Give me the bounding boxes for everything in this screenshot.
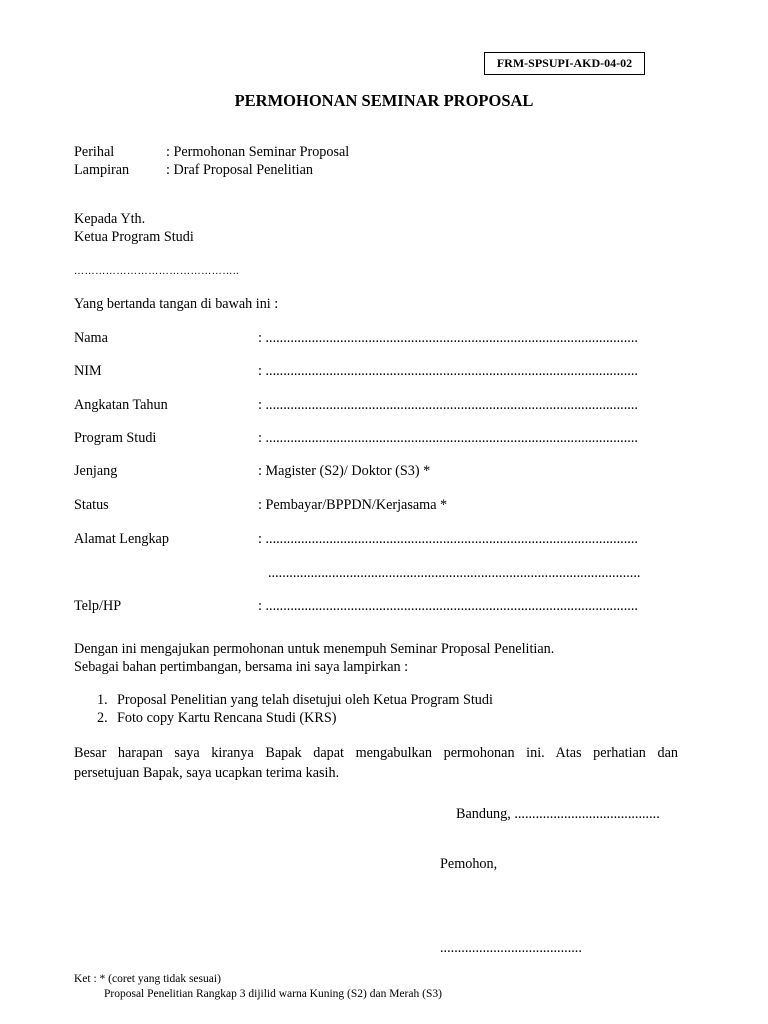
closing-paragraph bbox=[74, 743, 678, 783]
closing-line1: Besar harapan saya kiranya Bapak dapat mengabulkan permohonan ini. Atas perhatian dan bbox=[74, 745, 678, 761]
field-label-nama: Nama bbox=[74, 330, 108, 346]
field-label-alamat: Alamat Lengkap bbox=[74, 531, 169, 547]
attachment-text: Foto copy Kartu Rencana Studi (KRS) bbox=[117, 710, 337, 726]
field-value-nim: : ......................................................................................................... bbox=[258, 363, 638, 379]
signature-line: ........................................ bbox=[440, 940, 582, 956]
addressee-line2: Ketua Program Studi bbox=[74, 229, 194, 245]
applicant-label: Pemohon, bbox=[440, 856, 498, 872]
attachment-text: Proposal Penelitian yang telah disetujui oleh Ketua Program Studi bbox=[117, 692, 493, 708]
field-label-jenjang: Jenjang bbox=[74, 463, 118, 479]
field-value-alamat-cont: ......................................................................................................... bbox=[268, 565, 641, 581]
field-value-alamat: : ......................................................................................................... bbox=[258, 531, 638, 547]
attachment-number: 1. bbox=[97, 692, 108, 708]
attachment-item bbox=[97, 692, 493, 709]
addressee-line3: ……………………………………….. bbox=[74, 266, 240, 277]
addressee-line1: Kepada Yth. bbox=[74, 211, 146, 227]
intro-text: Yang bertanda tangan di bawah ini : bbox=[74, 296, 279, 312]
field-value-angkatan: : ......................................................................................................... bbox=[258, 397, 638, 413]
perihal-value: : Permohonan Seminar Proposal bbox=[166, 144, 350, 160]
lampiran-label: Lampiran bbox=[74, 162, 130, 178]
closing-line2: persetujuan Bapak, saya ucapkan terima kasih. bbox=[74, 765, 340, 781]
document-title: PERMOHONAN SEMINAR PROPOSAL bbox=[234, 91, 534, 110]
field-value-jenjang: : Magister (S2)/ Doktor (S3) * bbox=[258, 463, 431, 479]
field-label-angkatan: Angkatan Tahun bbox=[74, 397, 168, 413]
field-value-telp: : ......................................................................................................... bbox=[258, 598, 638, 614]
request-paragraph-line1: Dengan ini mengajukan permohonan untuk menempuh Seminar Proposal Penelitian. bbox=[74, 641, 555, 657]
footer-note2: Proposal Penelitian Rangkap 3 dijilid warna Kuning (S2) dan Merah (S3) bbox=[104, 988, 442, 1000]
field-value-status: : Pembayar/BPPDN/Kerjasama * bbox=[258, 497, 448, 513]
field-label-status: Status bbox=[74, 497, 109, 513]
request-paragraph-line2: Sebagai bahan pertimbangan, bersama ini saya lampirkan : bbox=[74, 659, 409, 675]
field-label-prodi: Program Studi bbox=[74, 430, 157, 446]
footer-note1: Ket : * (coret yang tidak sesuai) bbox=[74, 973, 221, 985]
form-code-box: FRM-SPSUPI-AKD-04-02 bbox=[484, 52, 645, 75]
field-value-prodi: : ......................................................................................................... bbox=[258, 430, 638, 446]
field-value-nama: : ......................................................................................................... bbox=[258, 330, 638, 346]
perihal-label: Perihal bbox=[74, 144, 115, 160]
field-label-nim: NIM bbox=[74, 363, 102, 379]
field-label-telp: Telp/HP bbox=[74, 598, 122, 614]
attachment-number: 2. bbox=[97, 710, 108, 726]
attachment-item bbox=[97, 710, 336, 727]
place-date: Bandung, ......................................... bbox=[456, 806, 660, 822]
lampiran-value: : Draf Proposal Penelitian bbox=[166, 162, 313, 178]
